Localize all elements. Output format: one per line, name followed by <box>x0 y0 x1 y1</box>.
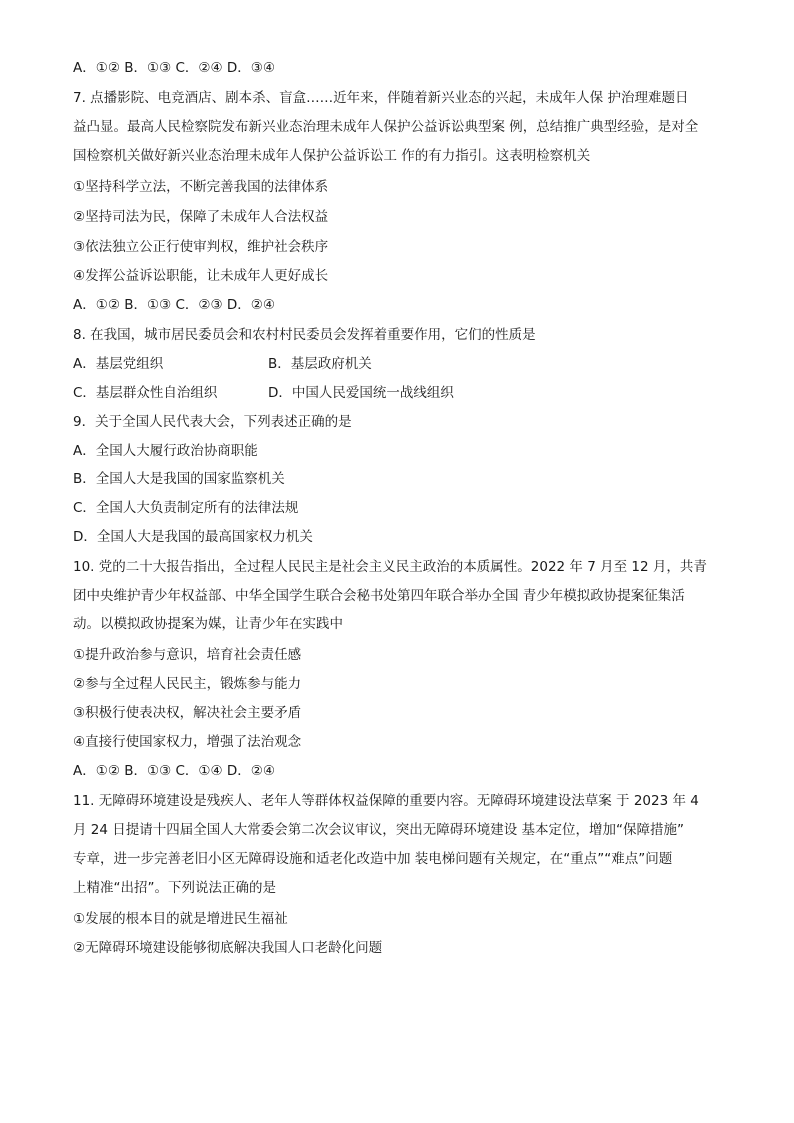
question-7-statement-4: ④发挥公益诉讼职能，让未成年人更好成长 <box>73 268 329 284</box>
question-7-answer-options: A．①② B．①③ C．②③ D．②④ <box>73 297 276 313</box>
question-10-stem-line-2: 团中央维护青少年权益部、中华全国学生联合会秘书处第四年联合举办全国 青少年模拟政协提案征集活 <box>73 588 685 604</box>
question-9-option-a: A．全国人大履行政治协商职能 <box>73 443 258 459</box>
question-11-stem-line-2: 月 24 日提请十四届全国人大常委会第二次会议审议，突出无障碍环境建设 基本定位，增加“保障措施” <box>73 822 685 838</box>
question-10-statement-2: ②参与全过程人民民主，锻炼参与能力 <box>73 676 302 692</box>
question-11-statement-2: ②无障碍环境建设能够彻底解决我国人口老龄化问题 <box>73 940 383 956</box>
question-8-options-row-1 <box>73 354 733 374</box>
question-10-statement-4: ④直接行使国家权力，增强了法治观念 <box>73 734 302 750</box>
question-11-stem-line-1: 11. 无障碍环境建设是残疾人、老年人等群体权益保障的重要内容。无障碍环境建设法草案 于 2023 年 4 <box>73 793 699 809</box>
question-7-statement-2: ②坚持司法为民，保障了未成年人合法权益 <box>73 209 329 225</box>
question-11-statement-1: ①发展的根本目的就是增进民生福祉 <box>73 911 288 927</box>
question-11-stem-line-4: 上精准“出招”。下列说法正确的是 <box>73 880 276 896</box>
question-9-option-b: B．全国人大是我国的国家监察机关 <box>73 471 285 487</box>
question-8-options-row-2 <box>73 383 733 403</box>
question-7-statement-3: ③依法独立公正行使审判权，维护社会秩序 <box>73 239 329 255</box>
question-10-answer-options: A．①② B．①③ C．①④ D．②④ <box>73 763 276 779</box>
question-7-stem-line-2: 益凸显。最高人民检察院发布新兴业态治理未成年人保护公益诉讼典型案 例，总结推广典型经验，是对全 <box>73 119 699 135</box>
question-8-option-d: D．中国人民爱国统一战线组织 <box>268 385 454 401</box>
question-10-statement-1: ①提升政治参与意识，培育社会责任感 <box>73 647 302 663</box>
question-11-stem-line-3: 专章，进一步完善老旧小区无障碍设施和适老化改造中加 装电梯问题有关规定，在“重点”“难点”问题 <box>73 851 673 867</box>
question-7-stem-line-1: 7. 点播影院、电竞酒店、剧本杀、盲盒……近年来，伴随着新兴业态的兴起，未成年人保 护治理难题日 <box>73 90 689 106</box>
question-10-stem-line-1: 10. 党的二十大报告指出，全过程人民民主是社会主义民主政治的本质属性。2022 年 7 月至 12 月，共青 <box>73 559 707 575</box>
question-8-option-a: A．基层党组织 <box>73 356 164 372</box>
question-9-option-d: D．全国人大是我国的最高国家权力机关 <box>73 529 313 545</box>
question-10-stem-line-3: 动。以模拟政协提案为媒，让青少年在实践中 <box>73 616 343 632</box>
question-8-option-c: C．基层群众性自治组织 <box>73 385 218 401</box>
question-7-statement-1: ①坚持科学立法，不断完善我国的法律体系 <box>73 179 329 195</box>
question-9-option-c: C．全国人大负责制定所有的法律法规 <box>73 500 299 516</box>
question-8-stem: 8. 在我国，城市居民委员会和农村村民委员会发挥着重要作用，它们的性质是 <box>73 327 536 343</box>
question-8-option-b: B．基层政府机关 <box>268 356 372 372</box>
question-10-statement-3: ③积极行使表决权，解决社会主要矛盾 <box>73 705 302 721</box>
prev-question-answer-options: A．①② B．①③ C．②④ D．③④ <box>73 60 276 76</box>
question-7-stem-line-3: 国检察机关做好新兴业态治理未成年人保护公益诉讼工 作的有力指引。这表明检察机关 <box>73 148 591 164</box>
question-9-stem: 9．关于全国人民代表大会，下列表述正确的是 <box>73 414 352 430</box>
